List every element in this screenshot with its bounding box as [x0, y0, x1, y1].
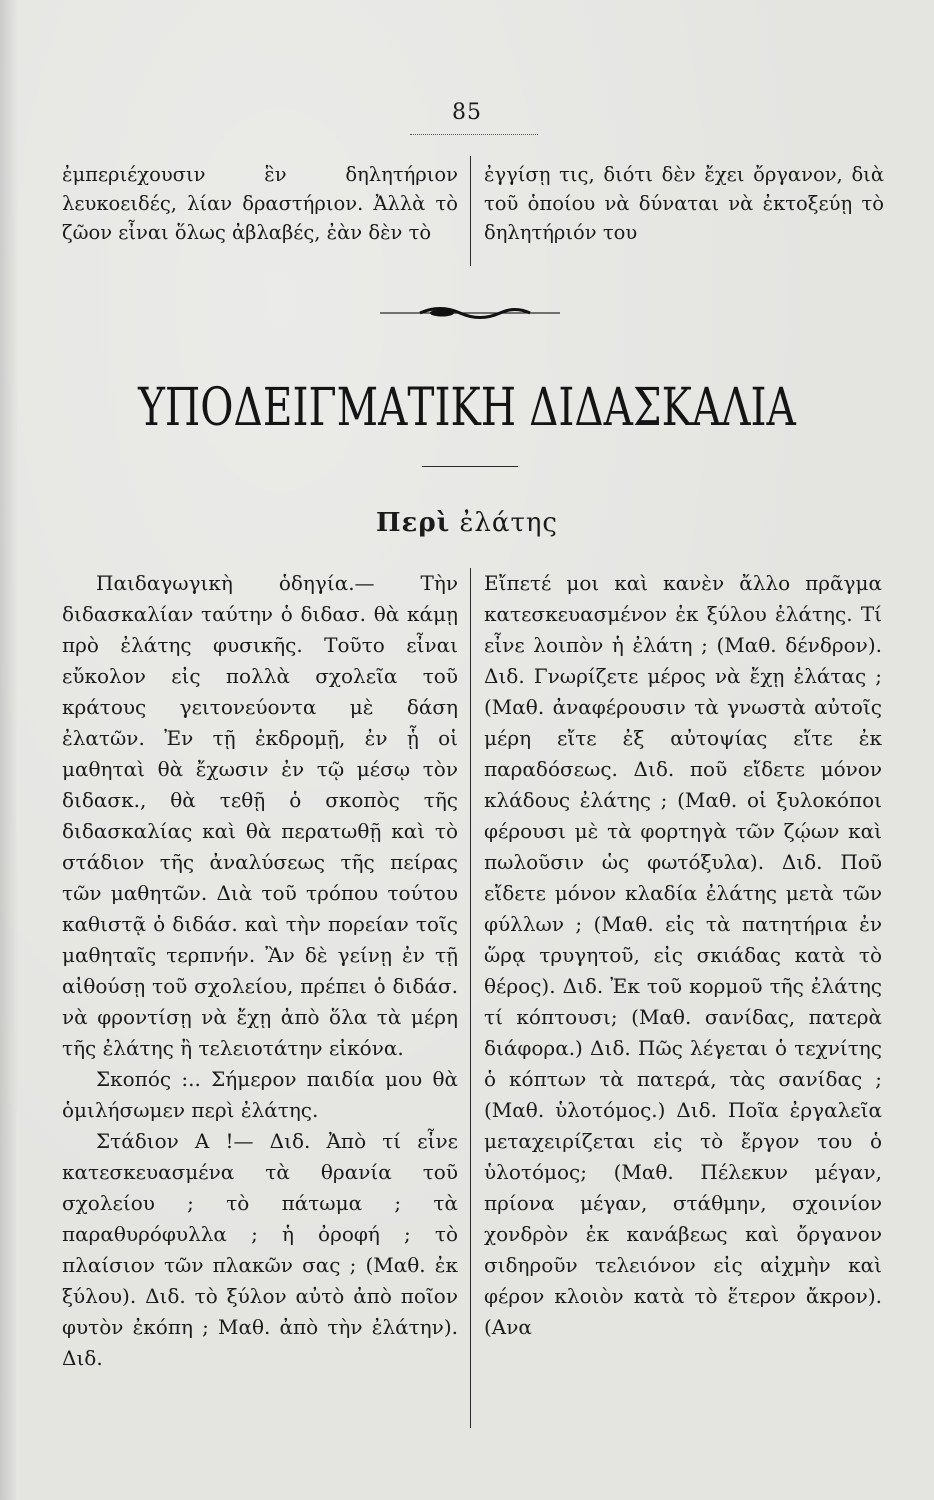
- ornament-divider: [380, 300, 560, 326]
- top-right-paragraph: [484, 160, 884, 247]
- column-divider-main: [470, 568, 471, 1428]
- top-right-text: ἐγγίσῃ τις, διότι δὲν ἔχει ὄργανον, διὰ τοῦ ὁποίου νὰ δύναται νὰ ἐκτοξεύῃ τὸ δηλητήριόν του: [484, 163, 884, 244]
- page-number: 85: [452, 100, 482, 125]
- top-left-text: ἐμπεριέχουσιν ἓν δηλητήριον λευκοειδές, λίαν δραστήριον. Ἀλλὰ τὸ ζῶον εἶναι ὅλως ἀβλαβές, ἐὰν δὲν τὸ: [62, 163, 458, 244]
- right-paragraph: Εἴπετέ μοι καὶ κανὲν ἄλλο πρᾶγμα κατεσκευασμένον ἐκ ξύλου ἐλάτης. Τί εἶνε λοιπὸν ἡ ἐλάτη ; (Μαθ. δένδρον). Διδ. Γνωρίζετε μέρος νὰ ἔχῃ ἐλάτας ; (Μαθ. ἀναφέρουσιν τὰ γνωστὰ αὐτοῖς μέρη εἴτε ἐξ αὐτοψίας εἴτε ἐκ παραδόσεως. Διδ. ποῦ εἴδετε μόνον κλάδους ἐλάτης ; (Μαθ. οἱ ξυλοκόποι φέρουσι μὲ τὰ φορτηγὰ τῶν ζῴων καὶ πωλοῦσιν ὡς φωτόξυλα). Διδ. Ποῦ εἴδετε μόνον κλαδία ἐλάτης μετὰ τῶν φύλλων ; (Μαθ. εἰς τὰ πατητήρια ἐν ὥρᾳ τρυγητοῦ, εἰς σκιάδας κατὰ τὸ θέρος). Διδ. Ἐκ τοῦ κορμοῦ τῆς ἐλάτης τί κόπτουσι; (Μαθ. σανίδας, πατερὰ διάφορα.) Διδ. Πῶς λέγεται ὁ τεχνίτης ὁ κόπτων τὰ πατερά, τὰς σανίδας ;(Μαθ. ὑλοτόμος.) Διδ. Ποῖα ἐργαλεῖα μεταχειρίζεται εἰς τὸ ἔργον του ὁ ὑλοτόμος; (Μαθ. Πέλεκυν μέγαν, πρίονα μέγαν, στάθμην, σχοινίον χονδρὸν ἐκ κανάβεως καὶ ὄργανον σιδηροῦν τελειόνον εἰς αἰχμὴν καὶ φέρον κλοιὸν κατὰ τὸ ἕτερον ἄκρον). (Ανα: [484, 571, 882, 1339]
- right-column: [484, 568, 882, 1343]
- subtitle-rest: ἐλάτης: [459, 508, 558, 538]
- top-left-paragraph: [62, 160, 458, 247]
- lesson-subtitle: [0, 508, 934, 538]
- left-paragraph: Παιδαγωγικὴ ὁδηγία.— Τὴν διδασκαλίαν ταύτην ὁ διδασ. θὰ κάμῃ πρὸ ἐλάτης φυσικῆς. Τοῦτο εἶναι εὔκολον εἰς πολλὰ σχολεῖα τοῦ κράτους γειτονεύοντα μὲ δάση ἐλατῶν. Ἐν τῇ ἐκδρομῇ, ἐν ᾗ οἱ μαθηταὶ θὰ ἔχωσιν ἐν τῷ μέσῳ τὸν διδασκ., θὰ τεθῇ ὁ σκοπὸς τῆς διδασκαλίας καὶ θὰ περατωθῇ καὶ τὸ στάδιον τῆς ἀναλύσεως τῆς πείρας τῶν μαθητῶν. Διὰ τοῦ τρόπου τούτου καθιστᾷ ὁ διδάσ. καὶ τὴν πορείαν τοῖς μαθηταῖς τερπνήν. Ἂν δὲ γείνῃ ἐν τῇ αἰθούσῃ τοῦ σχολείου, πρέπει ὁ διδάσ. νὰ φροντίσῃ νὰ ἔχῃ ἀπὸ ὅλα τὰ μέρη τῆς ἐλάτης ἢ τελειοτάτην εἰκόνα.: [62, 571, 458, 1060]
- left-paragraph: Στάδιον Α !— Διδ. Ἀπὸ τί εἶνε κατεσκευασμένα τὰ θρανία τοῦ σχολείου ; τὸ πάτωμα ; τὰ παραθυρόφυλλα ; ἡ ὀροφή ; τὸ πλαίσιον τῶν πλακῶν σας ; (Μαθ. ἐκ ξύλου). Διδ. τὸ ξύλον αὐτὸ ἀπὸ ποῖον φυτὸν ἐκόπη ; Μαθ. ἀπὸ τὴν ἐλάτην). Διδ.: [62, 1129, 458, 1370]
- page-number-rule: [410, 134, 538, 135]
- section-title: ΥΠΟΔΕΙΓΜΑΤΙΚΗ ΔΙΔΑΣΚΑΛΙΑ: [138, 378, 796, 438]
- left-paragraph: Σκοπός :.. Σήμερον παιδία μου θὰ ὁμιλήσωμεν περὶ ἐλάτης.: [62, 1067, 458, 1122]
- column-divider-top: [470, 156, 471, 266]
- page-edge-shadow: [0, 0, 18, 1500]
- left-column: [62, 568, 458, 1374]
- subtitle-bold: Περὶ: [375, 508, 451, 538]
- title-rule: [422, 466, 518, 467]
